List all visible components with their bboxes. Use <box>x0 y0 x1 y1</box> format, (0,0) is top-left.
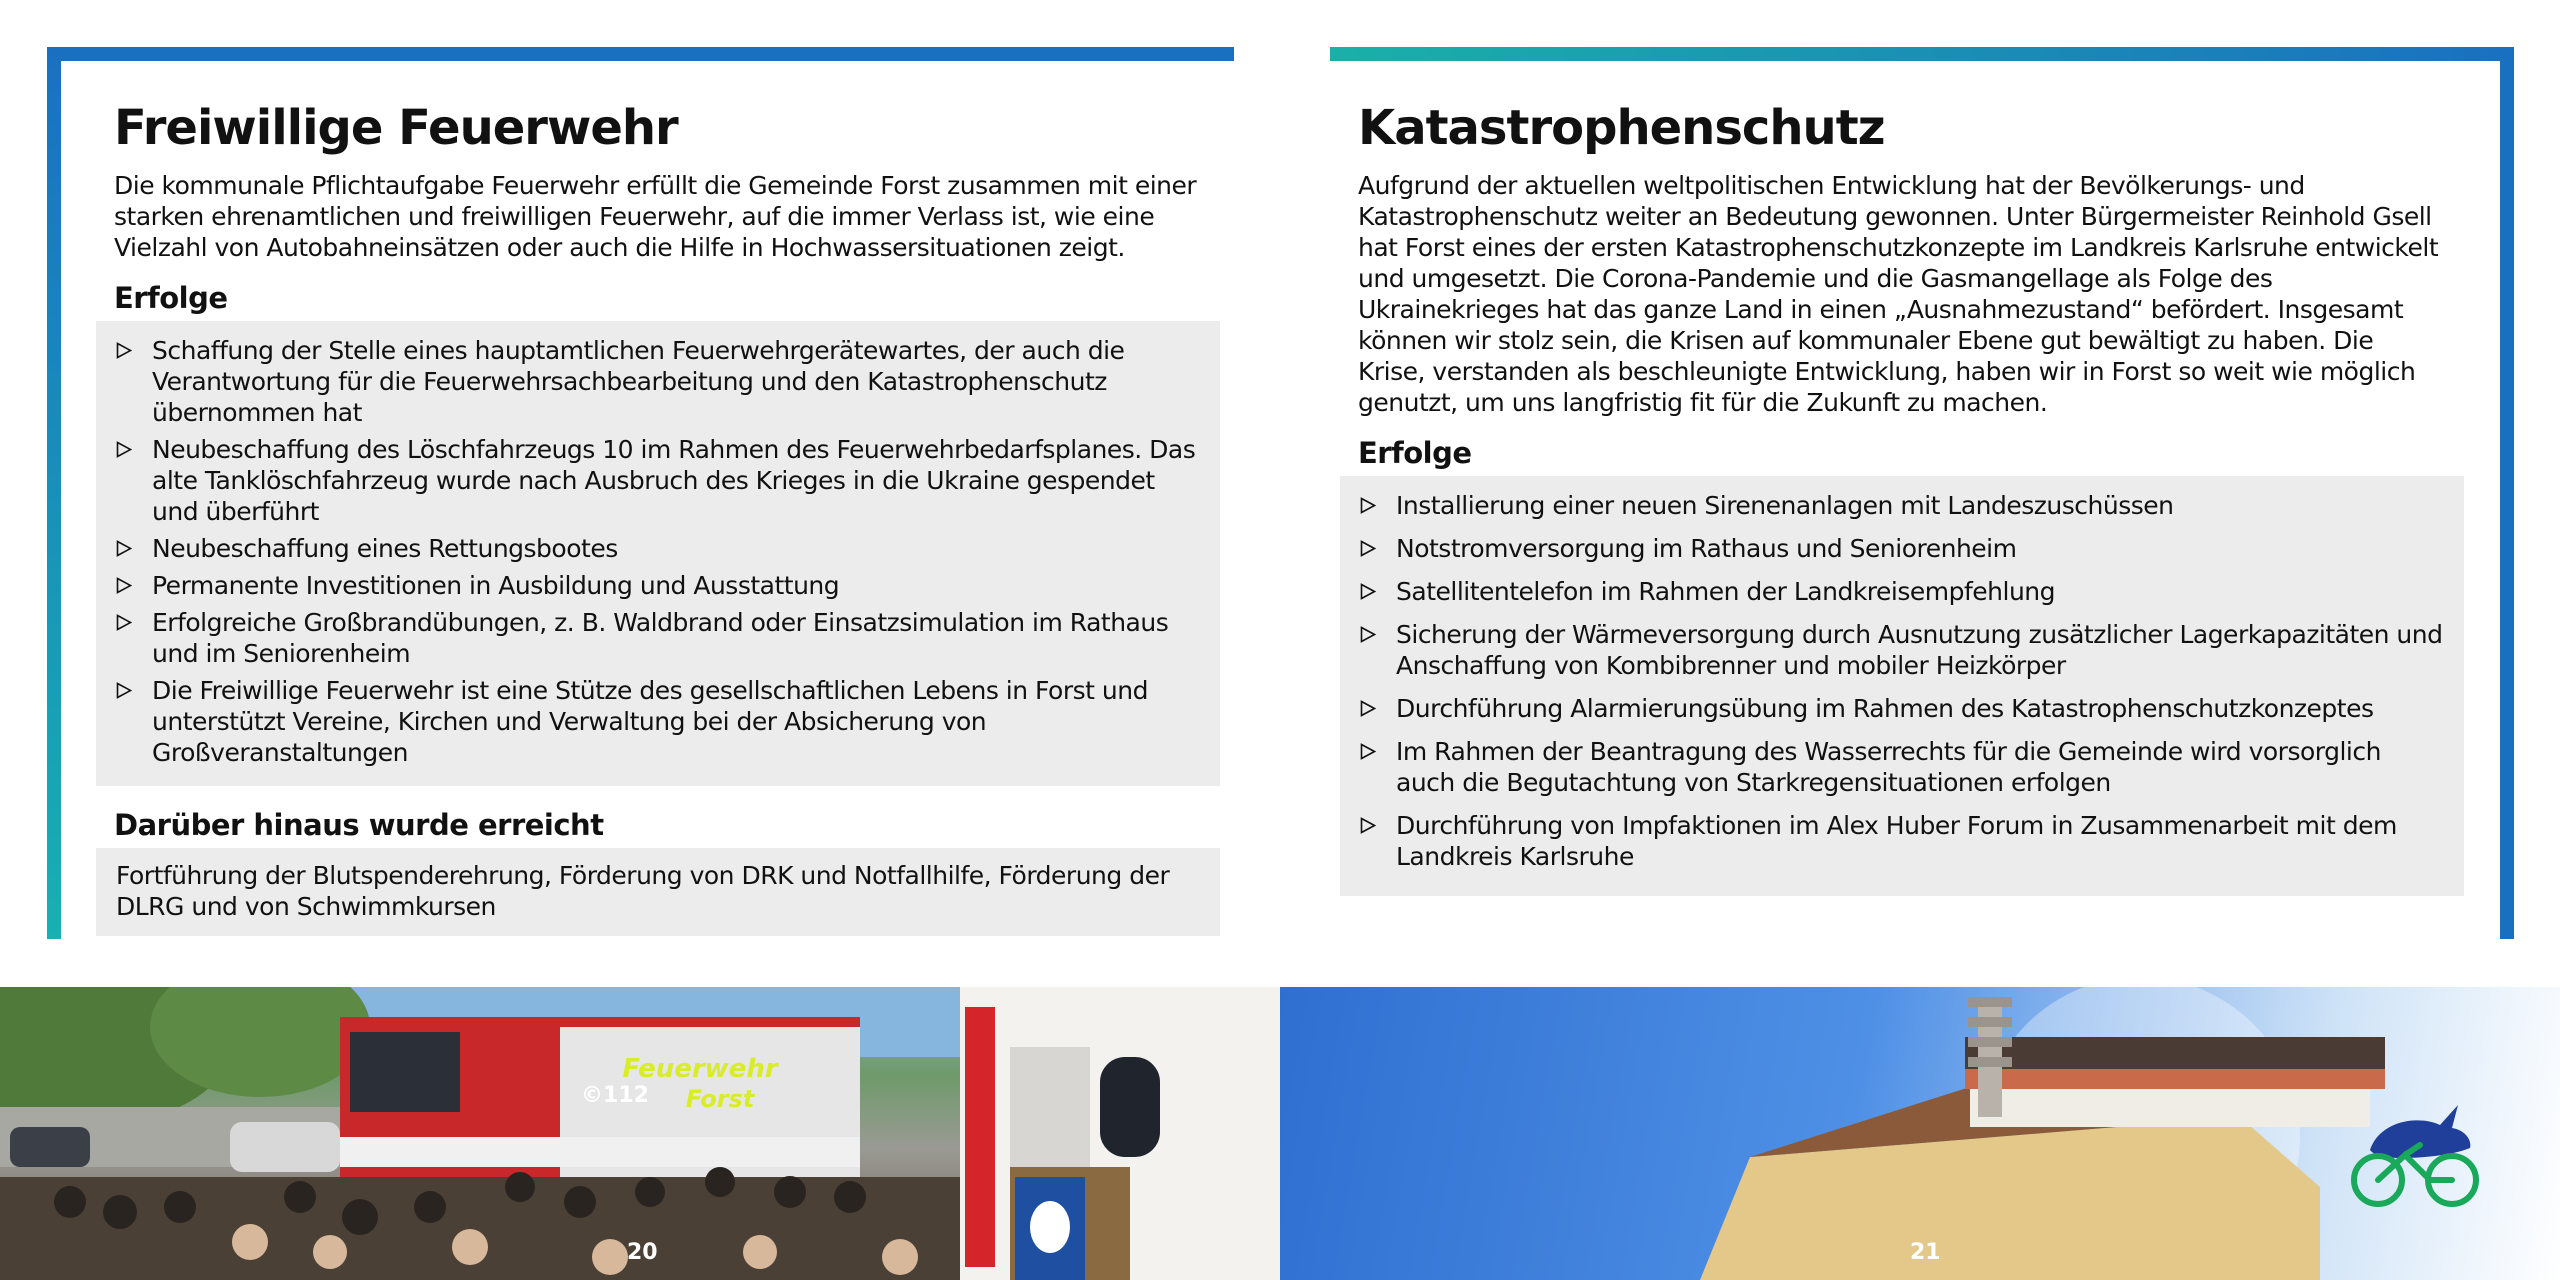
bullet-triangle-icon <box>1360 497 1376 514</box>
list-item-text: Die Freiwillige Feuerwehr ist eine Stütze des gesellschaftlichen Lebens in Forst und unterstützt Vereine, Kirchen und Verwaltung bei der Absicherung von Großveranstaltungen <box>152 676 1148 767</box>
list-item-text: Erfolgreiche Großbrandübungen, z. B. Waldbrand oder Einsatzsimulation im Rathaus und im Seniorenheim <box>152 608 1169 668</box>
list-item <box>116 675 1200 768</box>
list-item-text: Neubeschaffung eines Rettungsbootes <box>152 534 618 563</box>
list-item-text: Durchführung von Impfaktionen im Alex Huber Forum in Zusammenarbeit mit dem Landkreis Karlsruhe <box>1396 811 2397 871</box>
intro-feuerwehr: Die kommunale Pflichtaufgabe Feuerwehr erfüllt die Gemeinde Forst zusammen mit einer starken ehrenamtlichen und freiwilligen Feuerwehr, auf die immer Verlass ist, wie eine Vielzahl von Autobahneinsätzen oder auch die Hilfe in Hochwassersituationen zeigt. <box>114 171 1197 262</box>
right-column <box>1340 100 2464 896</box>
extra-heading: Darüber hinaus wurde erreicht <box>114 808 604 842</box>
list-item-text: Sicherung der Wärmeversorgung durch Ausnutzung zusätzlicher Lagerkapazitäten und Anschaffung von Kombibrenner und mobiler Heizkörper <box>1396 620 2443 680</box>
list-item <box>1360 576 2444 607</box>
list-item-text: Installierung einer neuen Sirenenanlagen mit Landeszuschüssen <box>1396 491 2174 520</box>
truck-text-forst: Forst <box>685 1085 755 1113</box>
erfolge-list-left <box>116 335 1200 768</box>
page-title-katastrophenschutz: Katastrophenschutz <box>1358 100 1885 156</box>
erfolge-list-right <box>1360 490 2444 872</box>
list-item <box>116 570 1200 601</box>
logo-rabbit-bicycle-icon <box>2340 1100 2490 1210</box>
page-number-right: 21 <box>1910 1240 1941 1265</box>
list-item <box>1360 810 2444 872</box>
list-item-text: Im Rahmen der Beantragung des Wasserrechts für die Gemeinde wird vorsorglich auch die Begutachtung von Starkregensituationen erfolgen <box>1396 737 2381 797</box>
erfolge-heading-right: Erfolge <box>1358 436 1472 470</box>
page-title-feuerwehr: Freiwillige Feuerwehr <box>114 100 678 156</box>
list-item <box>1360 736 2444 798</box>
bullet-triangle-icon <box>1360 700 1376 717</box>
bullet-triangle-icon <box>1360 743 1376 760</box>
list-item <box>116 533 1200 564</box>
list-item-text: Notstromversorgung im Rathaus und Seniorenheim <box>1396 534 2017 563</box>
left-column <box>96 100 1220 936</box>
erfolge-heading-left: Erfolge <box>114 281 228 315</box>
list-item-text: Satellitentelefon im Rahmen der Landkreisempfehlung <box>1396 577 2056 606</box>
truck-number: ©112 <box>581 1083 649 1108</box>
bullet-triangle-icon <box>116 577 132 594</box>
right-frame-bar <box>2500 47 2514 939</box>
bullet-triangle-icon <box>116 342 132 359</box>
list-item <box>1360 490 2444 521</box>
bullet-triangle-icon <box>1360 540 1376 557</box>
list-item <box>1360 693 2444 724</box>
list-item <box>116 607 1200 669</box>
left-frame-bar <box>47 47 61 939</box>
bullet-triangle-icon <box>1360 626 1376 643</box>
bullet-triangle-icon <box>1360 583 1376 600</box>
list-item-text: Neubeschaffung des Löschfahrzeugs 10 im Rahmen des Feuerwehrbedarfsplanes. Das alte Tanklöschfahrzeug wurde nach Ausbruch des Krieges in die Ukraine gespendet und überführt <box>152 435 1196 526</box>
list-item-text: Schaffung der Stelle eines hauptamtlichen Feuerwehrgerätewartes, der auch die Verantwortung für die Feuerwehrsachbearbeitung und den Katastrophenschutz übernommen hat <box>152 336 1125 427</box>
bullet-triangle-icon <box>1360 817 1376 834</box>
bullet-triangle-icon <box>116 441 132 458</box>
photo-fire-truck-event <box>0 987 1280 1280</box>
bullet-triangle-icon <box>116 614 132 631</box>
erfolge-box-right <box>1340 476 2464 896</box>
list-item <box>116 335 1200 428</box>
right-frame-top-bar <box>1330 47 2514 61</box>
list-item <box>116 434 1200 527</box>
list-item-text: Durchführung Alarmierungsübung im Rahmen des Katastrophenschutzkonzeptes <box>1396 694 2374 723</box>
bullet-triangle-icon <box>116 540 132 557</box>
list-item <box>1360 533 2444 564</box>
page-number-left: 20 <box>627 1240 658 1265</box>
extra-text: Fortführung der Blutspenderehrung, Förderung von DRK und Notfallhilfe, Förderung der DLRG und von Schwimmkursen <box>116 861 1170 921</box>
bullet-triangle-icon <box>116 682 132 699</box>
list-item <box>1360 619 2444 681</box>
erfolge-box-left <box>96 321 1220 786</box>
extra-box <box>96 848 1220 936</box>
truck-text-feuerwehr: Feuerwehr <box>622 1054 778 1084</box>
list-item-text: Permanente Investitionen in Ausbildung und Ausstattung <box>152 571 840 600</box>
photo-fire-truck-illustration <box>0 987 1280 1280</box>
intro-katastrophenschutz: Aufgrund der aktuellen weltpolitischen Entwicklung hat der Bevölkerungs- und Katastrophenschutz weiter an Bedeutung gewonnen. Unter Bürgermeister Reinhold Gsell hat Forst eines der ersten Katastrophenschutzkonzepte im Landkreis Karlsruhe entwickelt und umgesetzt. Die Corona-Pandemie und die Gasmangellage als Folge des Ukrainekrieges hat das ganze Land in einen „Ausnahmezustand“ befördert. Insgesamt können wir stolz sein, die Krisen auf kommunaler Ebene gut bewältigt zu haben. Die Krise, verstanden als beschleunigte Entwicklung, haben wir in Forst so weit wie möglich genutzt, um uns langfristig fit für die Zukunft zu machen. <box>1358 171 2439 417</box>
